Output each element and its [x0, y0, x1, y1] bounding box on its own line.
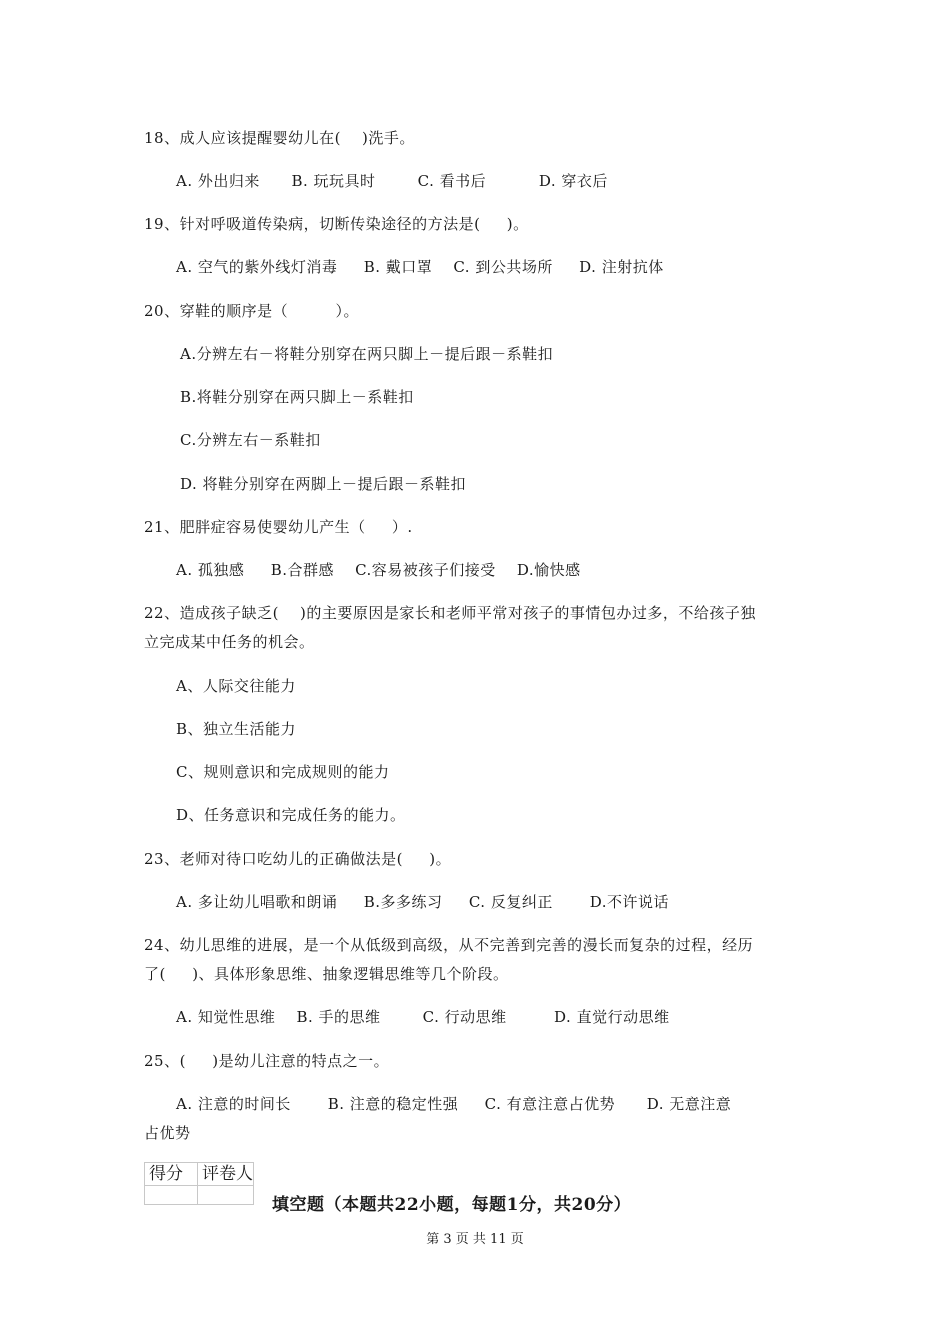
question-22-stem-line-1: 22、造成孩子缺乏( )的主要原因是家长和老师平常对孩子的事情包办过多，不给孩子独 [144, 604, 756, 622]
section-title: 填空题（本题共22小题，每题1分，共20分） [272, 1195, 632, 1215]
page-footer: 第 3 页 共 11 页 [426, 1232, 524, 1247]
question-22-option-c: C、规则意识和完成规则的能力 [176, 763, 390, 781]
score-label: 得分 [145, 1163, 198, 1186]
grader-cell[interactable] [198, 1186, 254, 1205]
question-25-stem: 25、( )是幼儿注意的特点之一。 [144, 1052, 390, 1070]
question-23-options: A. 多让幼儿唱歌和朗诵 B.多多练习 C. 反复纠正 D.不许说话 [176, 893, 669, 911]
question-20-option-b: B.将鞋分别穿在两只脚上－系鞋扣 [180, 388, 414, 406]
question-20-option-d: D. 将鞋分别穿在两脚上－提后跟－系鞋扣 [180, 475, 467, 493]
question-24-stem-line-1: 24、幼儿思维的进展，是一个从低级到高级，从不完善到完善的漫长而复杂的过程，经历 [144, 936, 754, 954]
question-20-option-c: C.分辨左右－系鞋扣 [180, 431, 321, 449]
question-24-stem-line-2: 了( )、具体形象思维、抽象逻辑思维等几个阶段。 [144, 965, 509, 983]
question-18-options: A. 外出归来 B. 玩玩具时 C. 看书后 D. 穿衣后 [176, 172, 608, 190]
question-18-stem: 18、成人应该提醒婴幼儿在( )洗手。 [144, 129, 415, 147]
question-22-option-b: B、独立生活能力 [176, 720, 297, 738]
question-21-options: A. 孤独感 B.合群感 C.容易被孩子们接受 D.愉快感 [176, 561, 581, 579]
score-cell[interactable] [145, 1186, 198, 1205]
question-20-stem: 20、穿鞋的顺序是（ ）。 [144, 302, 360, 320]
question-19-stem: 19、针对呼吸道传染病，切断传染途径的方法是( )。 [144, 215, 529, 233]
question-22-option-a: A、人际交往能力 [176, 677, 296, 695]
question-25-options-line-1: A. 注意的时间长 B. 注意的稳定性强 C. 有意注意占优势 D. 无意注意 [176, 1095, 732, 1113]
question-22-option-d: D、任务意识和完成任务的能力。 [176, 806, 406, 824]
grader-label: 评卷人 [198, 1163, 254, 1186]
question-24-options: A. 知觉性思维 B. 手的思维 C. 行动思维 D. 直觉行动思维 [176, 1008, 670, 1026]
question-21-stem: 21、肥胖症容易使婴幼儿产生（ ）. [144, 518, 413, 536]
score-box [144, 1162, 254, 1205]
question-19-options: A. 空气的紫外线灯消毒 B. 戴口罩 C. 到公共场所 D. 注射抗体 [176, 258, 664, 276]
question-22-stem-line-2: 立完成某中任务的机会。 [144, 633, 315, 651]
question-20-option-a: A.分辨左右－将鞋分别穿在两只脚上－提后跟－系鞋扣 [180, 345, 554, 363]
question-25-options-line-2: 占优势 [144, 1124, 191, 1142]
question-23-stem: 23、老师对待口吃幼儿的正确做法是( )。 [144, 850, 452, 868]
